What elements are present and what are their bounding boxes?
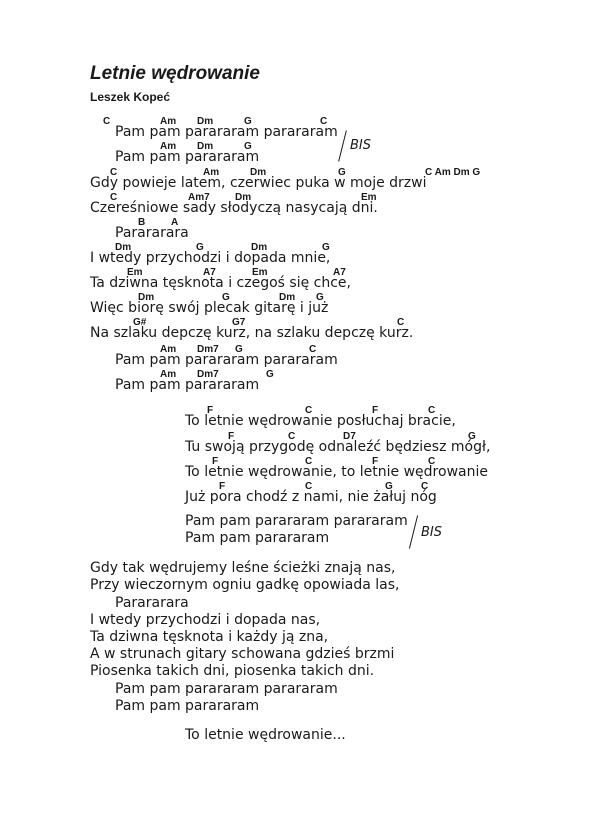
chord-label: F: [207, 405, 214, 416]
chord-label: Dm: [250, 167, 267, 178]
chord-label: C: [309, 344, 317, 355]
chord-label: C: [103, 116, 111, 127]
chord-label: F: [372, 405, 379, 416]
chord-label: G: [316, 292, 324, 303]
chord-label: Dm: [197, 141, 214, 152]
lyric-line: Pam pam parararam: [115, 149, 260, 165]
chord-label: Dm: [138, 292, 155, 303]
chord-label: A7: [333, 267, 346, 278]
chord-label: Dm: [279, 292, 296, 303]
chord-label: D7: [343, 431, 356, 442]
bis-bracket-1: [338, 130, 347, 161]
lyric-line: Pam pam parararam parararam: [115, 681, 338, 697]
chord-label: Dm: [197, 116, 214, 127]
chord-label: C: [428, 405, 436, 416]
bis-bracket-2: [409, 515, 418, 548]
chord-label: G7: [232, 317, 246, 328]
lyric-line: Gdy powieje latem, czerwiec puka w moje drzwi: [90, 175, 427, 191]
chord-label: C: [110, 167, 118, 178]
chord-label: C: [421, 481, 429, 492]
lyric-line: Ta dziwna tęsknota i czegoś się chce,: [90, 275, 351, 291]
lyric-line: Czereśniowe sady słodyczą nasycają dni.: [90, 200, 378, 216]
lyric-line: To letnie wędrowanie posłuchaj bracie,: [185, 413, 456, 429]
chord-label: Am: [160, 344, 177, 355]
chord-label: G: [468, 431, 476, 442]
lyric-line: Parararara: [115, 225, 189, 241]
song-title: Letnie wędrowanie: [90, 63, 260, 84]
lyric-line: Więc biorę swój plecak gitarę i już: [90, 300, 329, 316]
chord-label: Am: [160, 141, 177, 152]
lyric-line: Przy wieczornym ogniu gadkę opowiada las,: [90, 577, 400, 593]
chord-label: Am7: [188, 192, 210, 203]
lyric-line: Piosenka takich dni, piosenka takich dni.: [90, 663, 375, 679]
chord-label: C: [288, 431, 296, 442]
lyric-line: To letnie wędrowanie...: [185, 727, 346, 743]
chord-label: C: [110, 192, 118, 203]
lyric-line: Na szlaku depczę kurz, na szlaku depczę kurz.: [90, 325, 414, 341]
chord-label: Dm7: [197, 369, 219, 380]
chord-label: Em: [361, 192, 377, 203]
chord-label: G: [235, 344, 243, 355]
chord-label: C: [320, 116, 328, 127]
chord-label: C: [305, 405, 313, 416]
chord-label: G: [222, 292, 230, 303]
chord-label: Am: [160, 369, 177, 380]
lyric-line: Pam pam parararam: [185, 530, 330, 546]
chord-label: Dm7: [197, 344, 219, 355]
lyric-line: Pam pam parararam parararam: [115, 124, 338, 140]
chord-label: C Am Dm G: [425, 167, 481, 178]
lyric-line: I wtedy przychodzi i dopada nas,: [90, 612, 321, 628]
chord-label: Am: [203, 167, 220, 178]
chord-label: A7: [203, 267, 216, 278]
chord-label: Dm: [251, 242, 268, 253]
chord-label: Am: [160, 116, 177, 127]
chord-label: F: [212, 456, 219, 467]
chord-label: G: [385, 481, 393, 492]
chord-label: G: [244, 141, 252, 152]
chord-label: B: [138, 217, 146, 228]
chord-label: Dm: [235, 192, 252, 203]
chord-label: G#: [133, 317, 147, 328]
chord-label: F: [228, 431, 235, 442]
lyric-line: Gdy tak wędrujemy leśne ścieżki znają nas,: [90, 560, 396, 576]
chord-label: F: [219, 481, 226, 492]
lyric-line: I wtedy przychodzi i dopada mnie,: [90, 250, 331, 266]
chord-label: G: [266, 369, 274, 380]
chord-label: G: [244, 116, 252, 127]
chord-label: C: [305, 481, 313, 492]
bis-label-1: BIS: [350, 138, 372, 153]
chord-label: A: [171, 217, 179, 228]
lyric-line: A w strunach gitary schowana gdzieś brzmi: [90, 646, 395, 662]
lyric-line: To letnie wędrowanie, to letnie wędrowanie: [185, 464, 488, 480]
song-author: Leszek Kopeć: [90, 90, 171, 104]
chord-label: Em: [252, 267, 268, 278]
chord-label: G: [196, 242, 204, 253]
lyric-line: Pam pam parararam parararam: [185, 513, 408, 529]
lyric-line: Pam pam parararam parararam: [115, 352, 338, 368]
lyric-line: Już pora chodź z nami, nie żałuj nóg: [185, 489, 437, 505]
bis-label-2: BIS: [421, 525, 443, 540]
chord-label: Em: [127, 267, 143, 278]
lyric-line: Tu swoją przygodę odnaleźć będziesz mógł,: [185, 439, 491, 455]
chord-label: Dm: [115, 242, 132, 253]
lyric-line: Parararara: [115, 595, 189, 611]
lyric-line: Pam pam parararam: [115, 377, 260, 393]
chord-label: C: [305, 456, 313, 467]
lyric-line: Pam pam parararam: [115, 698, 260, 714]
chord-label: G: [338, 167, 346, 178]
chord-label: F: [372, 456, 379, 467]
chord-label: C: [397, 317, 405, 328]
chord-label: G: [322, 242, 330, 253]
lyric-line: Ta dziwna tęsknota i każdy ją zna,: [90, 629, 329, 645]
chord-label: C: [428, 456, 436, 467]
